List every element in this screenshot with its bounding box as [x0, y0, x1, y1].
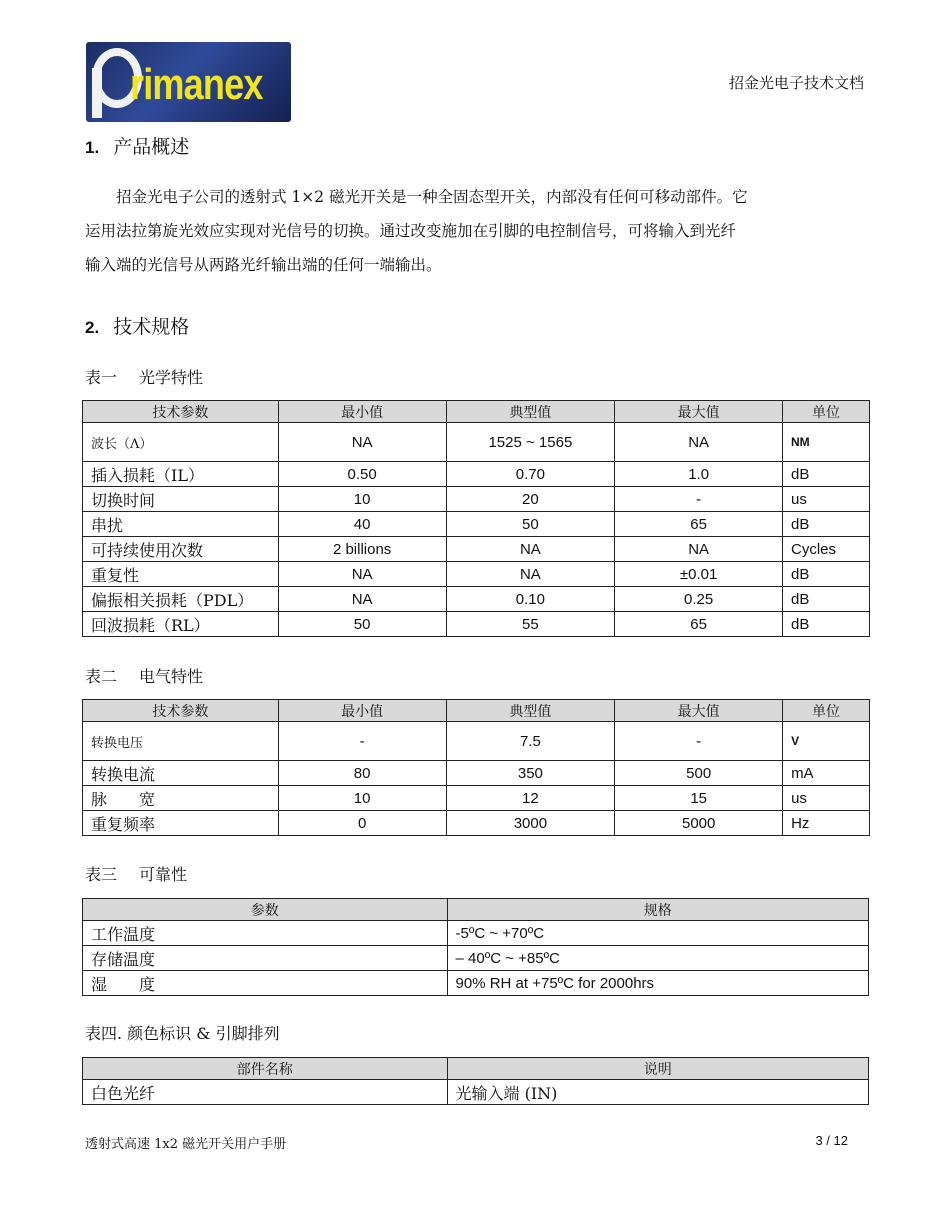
section-number: 2.: [85, 318, 100, 337]
max-value: -: [615, 722, 783, 761]
typ-value: 1525 ~ 1565: [446, 423, 615, 462]
table4-caption: 表四. 颜色标识 & 引脚排列: [85, 1024, 280, 1043]
typ-value: 0.70: [446, 462, 615, 487]
unit: NM: [783, 423, 870, 462]
typ-value: 350: [446, 761, 615, 786]
param-name: 工作温度: [83, 921, 448, 946]
min-value: NA: [278, 587, 446, 612]
param-name: 湿 度: [83, 971, 448, 996]
table-header-cell: 说明: [447, 1058, 868, 1080]
min-value: 0: [278, 811, 446, 836]
paragraph-line: 输入端的光信号从两路光纤输出端的任何一端输出。: [85, 256, 442, 274]
param-name: 转换电压: [83, 722, 279, 761]
caption-title: 光学特性: [139, 368, 204, 387]
table-row: [83, 487, 870, 512]
primanex-logo: [86, 42, 291, 122]
spec-value: – 40ºC ~ +85ºC: [447, 946, 868, 971]
section-title: 产品概述: [113, 136, 190, 158]
max-value: 15: [615, 786, 783, 811]
table-row: [83, 537, 870, 562]
table-row: [83, 612, 870, 637]
section-heading-specs: [85, 312, 189, 339]
param-name: 偏振相关损耗（PDL）: [83, 587, 279, 612]
max-value: NA: [615, 423, 783, 462]
spec-value: 90% RH at +75ºC for 2000hrs: [447, 971, 868, 996]
caption-label: 表三: [85, 865, 118, 884]
logo-wordmark: rimanex: [130, 60, 263, 109]
max-value: 0.25: [615, 587, 783, 612]
footer-document-title: 透射式高速 1x2 磁光开关用户手册: [85, 1137, 287, 1152]
min-value: 0.50: [278, 462, 446, 487]
typ-value: 0.10: [446, 587, 615, 612]
table-row: [83, 512, 870, 537]
table-row: [83, 423, 870, 462]
table-row: [83, 761, 870, 786]
table-header-cell: 规格: [447, 899, 868, 921]
max-value: 65: [615, 512, 783, 537]
min-value: NA: [278, 423, 446, 462]
param-name: 重复频率: [83, 811, 279, 836]
param-name: 存储温度: [83, 946, 448, 971]
unit: V: [783, 722, 870, 761]
table-row: [83, 971, 869, 996]
caption-title: 电气特性: [139, 667, 204, 686]
param-name: 脉 宽: [83, 786, 279, 811]
paragraph-line: 运用法拉第旋光效应实现对光信号的切换。通过改变施加在引脚的电控制信号，可将输入到光纤: [85, 222, 737, 240]
unit: us: [783, 786, 870, 811]
table-row: [83, 946, 869, 971]
min-value: 40: [278, 512, 446, 537]
table-header-cell: 典型值: [446, 700, 615, 722]
unit: dB: [783, 562, 870, 587]
table-header-cell: 最大值: [615, 700, 783, 722]
table2-caption: [85, 664, 203, 687]
section-heading-overview: [85, 132, 189, 159]
color-pinout-table: [82, 1057, 869, 1105]
unit: dB: [783, 512, 870, 537]
overview-paragraph: [85, 180, 865, 282]
max-value: -: [615, 487, 783, 512]
table-row: [83, 921, 869, 946]
table-header-row: [83, 401, 870, 423]
paragraph-line: 招金光电子公司的透射式 1×2 磁光开关是一种全固态型开关，内部没有任何可移动部件。它: [116, 188, 748, 206]
table-row: [83, 1080, 869, 1105]
min-value: 10: [278, 487, 446, 512]
table-header-cell: 单位: [783, 401, 870, 423]
table-header-cell: 参数: [83, 899, 448, 921]
table-header-cell: 技术参数: [83, 401, 279, 423]
table-header-cell: 技术参数: [83, 700, 279, 722]
caption-label: 表二: [85, 667, 118, 686]
min-value: 10: [278, 786, 446, 811]
electrical-spec-table: [82, 699, 870, 836]
min-value: -: [278, 722, 446, 761]
unit: dB: [783, 587, 870, 612]
max-value: 500: [615, 761, 783, 786]
param-name: 插入损耗（IL）: [83, 462, 279, 487]
max-value: NA: [615, 537, 783, 562]
max-value: 1.0: [615, 462, 783, 487]
param-name: 可持续使用次数: [83, 537, 279, 562]
table-header-cell: 部件名称: [83, 1058, 448, 1080]
min-value: 80: [278, 761, 446, 786]
caption-title: 可靠性: [139, 865, 188, 884]
typ-value: 12: [446, 786, 615, 811]
max-value: 65: [615, 612, 783, 637]
table-header-row: [83, 899, 869, 921]
param-name: 波长（Λ）: [83, 423, 279, 462]
typ-value: 20: [446, 487, 615, 512]
table-header-cell: 最大值: [615, 401, 783, 423]
max-value: 5000: [615, 811, 783, 836]
table3-caption: [85, 862, 187, 885]
page-number: 3 / 12: [815, 1133, 848, 1148]
table-row: [83, 722, 870, 761]
part-name: 白色光纤: [83, 1080, 448, 1105]
caption-label: 表一: [85, 368, 118, 387]
table-header-cell: 最小值: [278, 700, 446, 722]
typ-value: 50: [446, 512, 615, 537]
table-row: [83, 462, 870, 487]
document-header-title: 招金光电子技术文档: [728, 74, 864, 92]
optical-spec-table: [82, 400, 870, 637]
table-row: [83, 587, 870, 612]
unit: Hz: [783, 811, 870, 836]
part-description: 光输入端 (IN): [447, 1080, 868, 1105]
param-name: 切换时间: [83, 487, 279, 512]
unit: dB: [783, 462, 870, 487]
table-header-cell: 典型值: [446, 401, 615, 423]
max-value: ±0.01: [615, 562, 783, 587]
typ-value: 55: [446, 612, 615, 637]
min-value: 2 billions: [278, 537, 446, 562]
table-row: [83, 786, 870, 811]
unit: mA: [783, 761, 870, 786]
section-number: 1.: [85, 138, 100, 157]
unit: us: [783, 487, 870, 512]
unit: Cycles: [783, 537, 870, 562]
table1-caption: [85, 365, 203, 388]
min-value: 50: [278, 612, 446, 637]
section-title: 技术规格: [113, 316, 190, 338]
table-row: [83, 562, 870, 587]
spec-value: -5ºC ~ +70ºC: [447, 921, 868, 946]
param-name: 重复性: [83, 562, 279, 587]
typ-value: 7.5: [446, 722, 615, 761]
reliability-table: [82, 898, 869, 996]
typ-value: 3000: [446, 811, 615, 836]
param-name: 串扰: [83, 512, 279, 537]
typ-value: NA: [446, 562, 615, 587]
table-header-cell: 最小值: [278, 401, 446, 423]
typ-value: NA: [446, 537, 615, 562]
unit: dB: [783, 612, 870, 637]
param-name: 转换电流: [83, 761, 279, 786]
table-header-cell: 单位: [783, 700, 870, 722]
min-value: NA: [278, 562, 446, 587]
param-name: 回波损耗（RL）: [83, 612, 279, 637]
logo-p-stem: [92, 68, 102, 118]
table-header-row: [83, 700, 870, 722]
table-header-row: [83, 1058, 869, 1080]
table-row: [83, 811, 870, 836]
